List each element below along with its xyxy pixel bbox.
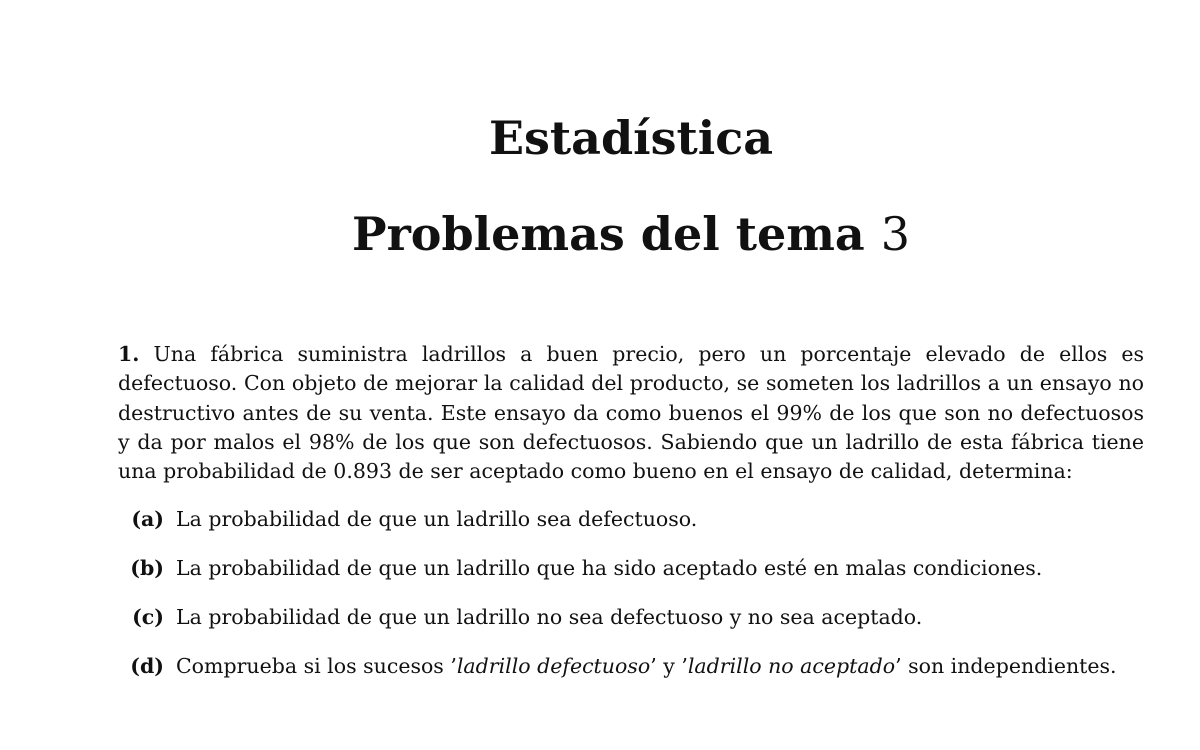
subquestion-text [176, 652, 1117, 681]
problem-number: 1. [118, 342, 140, 366]
problem-text: Una fábrica suministra ladrillos a buen precio, pero un porcentaje elevado de ellos es defectuoso. Con objeto de mejorar la calidad del producto, se someten los ladrillos a un ensayo no destructivo antes de su venta. Este ensayo da como buenos el 99% de los que son no defectuosos y da por malos el 98% de los que son defectuosos. Sabiendo que un ladrillo de esta fábrica tiene una probabilidad de 0.893 de ser aceptado como bueno en el ensayo de calidad, determina: [118, 342, 1144, 484]
subquestion-label: (b) [130, 556, 164, 580]
subquestion-text: La probabilidad de que un ladrillo sea defectuoso. [176, 507, 698, 531]
subquestion-list [118, 505, 1144, 701]
subquestion-c [118, 603, 1144, 652]
text-segment: ’ son independientes. [895, 654, 1117, 678]
subquestion-text: La probabilidad de que un ladrillo no sea defectuoso y no sea aceptado. [176, 605, 923, 629]
event-not-accepted: ladrillo no aceptado [687, 654, 896, 678]
problem-statement [118, 340, 1144, 486]
event-defective: ladrillo defectuoso [456, 654, 651, 678]
subquestion-a [118, 505, 1144, 554]
document-subtitle [0, 206, 1200, 262]
text-segment: ’ y ’ [650, 654, 688, 678]
subquestion-label: (c) [132, 605, 164, 629]
text-segment: Comprueba si los sucesos ’ [176, 654, 457, 678]
subquestion-text: La probabilidad de que un ladrillo que ha sido aceptado esté en malas condiciones. [176, 556, 1043, 580]
subquestion-label: (d) [130, 654, 164, 678]
document-title: Estadística [488, 111, 774, 165]
subquestion-d [118, 652, 1144, 701]
subtitle-number: 3 [880, 207, 910, 261]
subtitle-text: Problemas del tema [351, 207, 865, 261]
subquestion-label: (a) [131, 507, 164, 531]
subquestion-b [118, 554, 1144, 603]
